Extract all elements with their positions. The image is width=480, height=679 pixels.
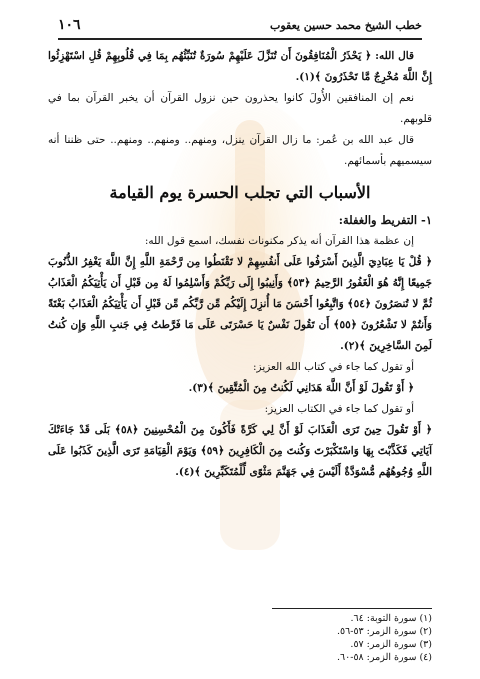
footnotes xyxy=(132,612,432,664)
footnote-item: (٢) سورة الزمر: ٥٣-٥٦. xyxy=(336,626,432,637)
page-number: ١٠٦ xyxy=(58,17,81,33)
footnote-item: (٤) سورة الزمر: ٥٨-٦٠. xyxy=(336,652,432,663)
header-divider xyxy=(58,38,422,40)
paragraph-quran-zumar-57: ﴿ أَوْ تَقُولَ لَوْ أَنَّ اللَّهَ هَدَانِي لَكُنتُ مِنَ الْمُتَّقِينَ ﴾(٣). xyxy=(188,382,414,394)
section-heading: الأسباب التي تجلب الحسرة يوم القيامة xyxy=(109,183,371,202)
paragraph-quran-zumar-58: ﴿ أَوْ تَقُولَ حِينَ تَرَى الْعَذَابَ لَوْ أَنَّ لِي كَرَّةً فَأَكُونَ مِنَ الْمُحْسِنِينَ ﴿٥٨﴾ بَلَى قَدْ جَاءَتْكَ آيَاتِي فَكَذَّبْتَ بِهَا وَاسْتَكْبَرْتَ وَكُنتَ مِنَ الْكَافِرِينَ ﴿٥٩﴾ وَيَوْمَ الْقِيَامَةِ تَرَى الَّذِينَ كَذَبُوا عَلَى اللَّهِ وُجُوهُهُم مُّسْوَدَّةٌ أَلَيْسَ فِي جَهَنَّمَ مَثْوًى لِّلْمُتَكَبِّرِينَ ﴾(٤). xyxy=(48,424,433,478)
paragraph-or-say-1: أو تقول كما جاء في كتاب الله العزيز: xyxy=(252,361,414,373)
footnote-item: (١) سورة التوبة: ٦٤. xyxy=(350,613,432,624)
subsection-heading: ١- التفريط والغفلة: xyxy=(338,213,432,227)
paragraph-quran-zumar-53: ﴿ قُلْ يَا عِبَادِيَ الَّذِينَ أَسْرَفُوا عَلَى أَنفُسِهِمْ لا تَقْنَطُوا مِن رَّحْمَةِ اللَّهِ إِنَّ اللَّهَ يَغْفِرُ الذُّنُوبَ جَمِيعًا إِنَّهُ هُوَ الْغَفُورُ الرَّحِيمُ ﴿٥٣﴾ وَأَنِيبُوا إِلَى رَبِّكُمْ وَأَسْلِمُوا لَهُ مِن قَبْلِ أَن يَأْتِيَكُمُ الْعَذَابُ ثُمَّ لا تُنصَرُونَ ﴿٥٤﴾ وَاتَّبِعُوا أَحْسَنَ مَا أُنزِلَ إِلَيْكُم مِّن رَّبِّكُم مِّن قَبْلِ أَن يَأْتِيَكُمُ الْعَذَابُ بَغْتَةً وَأَنتُمْ لا تَشْعُرُونَ ﴿٥٥﴾ أَن تَقُولَ نَفْسٌ يَا حَسْرَتَى عَلَى مَا فَرَّطتُ فِي جَنبِ اللَّهِ وَإِن كُنتُ لَمِنَ السَّاخِرِينَ ﴾(٢). xyxy=(48,256,432,352)
paragraph-ibn-umar: قال عبد الله بن عُمر: ما زال القرآن ينزل، ومنهم.. ومنهم.. ومنهم.. حتى ظننا أنه سيسميهم بأسمائهم. xyxy=(48,134,432,167)
book-title: خطب الشيخ محمد حسين يعقوب xyxy=(270,18,422,32)
footnote-item: (٣) سورة الزمر: ٥٧. xyxy=(350,639,432,650)
paragraph-munafiqun: نعم إن المنافقين الأُولَ كانوا يحذرون حين نزول القرآن أن يخبر القرآن بما في قلوبهم. xyxy=(48,92,432,125)
main-text xyxy=(48,46,432,483)
paragraph-quran-tawbah: قال الله: ﴿ يَحْذَرُ الْمُنَافِقُونَ أَن تُنَزَّلَ عَلَيْهِمْ سُورَةٌ تُنَبِّئُهُم بِمَا فِي قُلُوبِهِمْ قُلِ اسْتَهْزِئُوا إِنَّ اللَّهَ مُخْرِجٌ مَّا تَحْذَرُونَ ﴾(١). xyxy=(48,50,432,83)
page-header xyxy=(58,14,422,36)
footnote-divider xyxy=(272,608,432,609)
paragraph-or-say-2: أو تقول كما جاء في الكتاب العزيز: xyxy=(264,403,414,415)
paragraph-intro: إن عظمة هذا القرآن أنه يذكر مكنونات نفسك، اسمع قول الله: xyxy=(144,235,414,247)
